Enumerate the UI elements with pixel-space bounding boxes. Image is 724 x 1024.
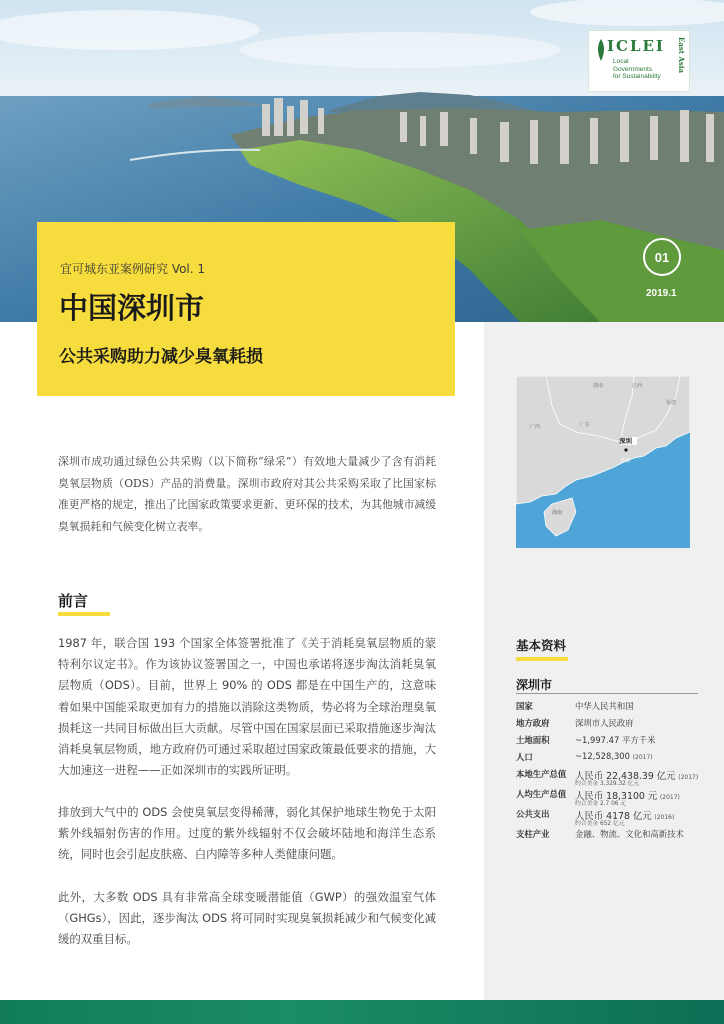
fact-row: [516, 768, 706, 788]
issue-date: 2019.1: [646, 288, 677, 299]
intro-paragraph-1: 1987 年，联合国 193 个国家全体签署批准了《关于消耗臭氧层物质的蒙特利尔议定书》。作为该协议签署国之一，中国也承诺将逐步淘汰消耗臭氧层物质（ODS）。目前，世界上 90% 的 ODS 都是在中国生产的，这意味着如果中国能采取更加有力的措施以消除这类物质，势必将为全球治理臭氧损耗这一共同目标做出巨大贡献。尽管中国在国家层面已采取措施逐步淘汰消耗臭氧层物质，地方政府仍可通过采取超过国家政策最低要求的措施，大大加速这一进程——正如深圳市的实践所证明。: [58, 636, 436, 778]
fact-row: [516, 751, 706, 767]
intro-heading: 前言: [58, 592, 89, 610]
fact-note: 约合美金 3,329.32 亿元: [575, 781, 640, 787]
fact-value: 深圳市人民政府: [575, 718, 634, 728]
label-hainan: 海南: [552, 510, 563, 516]
intro-paragraph-2: 排放到大气中的 ODS 会使臭氧层变得稀薄，弱化其保护地球生物免于太阳紫外线辐射伤害的作用。过度的紫外线辐射不仅会破坏陆地和海洋生态系统，同时也会引起皮肤癌、白内障等多种人类健康问题。: [58, 805, 436, 862]
logo-region: East Asia: [677, 37, 686, 74]
series-label: 宜可城东亚案例研究 Vol. 1: [60, 262, 206, 276]
intro-paragraph-3: 此外，大多数 ODS 具有非常高全球变暖潜能值（GWP）的强效温室气体（GHGs），因此，逐步淘汰 ODS 将可同时实现臭氧损耗减少和气候变化减缓的双重目标。: [58, 890, 436, 947]
shenzhen-dot: [624, 448, 627, 451]
fact-value: ~12,528,300: [575, 751, 630, 761]
facts-city: 深圳市: [516, 678, 553, 692]
label-guangxi: 广西: [530, 424, 541, 430]
fact-row: [516, 788, 706, 808]
label-fujian: 福建: [666, 400, 677, 406]
fact-row: [516, 734, 706, 750]
fact-label: 人均生产总值: [516, 789, 567, 799]
leaf-icon: [597, 39, 605, 61]
label-hunan: 湖南: [593, 383, 604, 389]
label-shenzhen: 深圳: [619, 437, 632, 445]
fact-row: [516, 828, 706, 844]
title-box: [37, 222, 455, 396]
fact-value: 人民币 18,3100 元: [575, 791, 658, 802]
fact-label: 国家: [516, 701, 533, 711]
footer-band: [0, 1000, 724, 1024]
location-map: [516, 376, 690, 548]
fact-label: 公共支出: [516, 809, 550, 819]
page-subtitle: 公共采购助力减少臭氧耗损: [59, 347, 263, 367]
fact-label: 地方政府: [516, 718, 550, 728]
fact-label: 人口: [516, 752, 533, 762]
fact-row: [516, 700, 706, 716]
fact-label: 支柱产业: [516, 829, 550, 839]
fact-value: 人民币 22,438.39 亿元: [575, 771, 676, 782]
fact-label: 本地生产总值: [516, 769, 567, 779]
fact-note: 约合美金 652 亿元: [575, 821, 625, 827]
fact-value: 金融、物流、文化和高新技术: [575, 829, 684, 839]
fact-value: 人民币 4178 亿元: [575, 811, 652, 822]
fact-row: [516, 808, 706, 828]
fact-year: (2017): [632, 754, 653, 761]
logo-subtitle: Local Governments for Sustainability: [613, 58, 661, 80]
label-jiangxi: 江西: [632, 383, 643, 389]
fact-year: (2016): [654, 814, 675, 821]
fact-value: ~1,997.47 平方千米: [575, 735, 656, 745]
facts-heading: 基本资料: [516, 638, 567, 653]
facts-divider: [516, 693, 698, 694]
fact-note: 约合美金 2.7 06 元: [575, 801, 627, 807]
fact-row: [516, 717, 706, 733]
fact-label: 土地面积: [516, 735, 550, 745]
iclei-logo: [588, 30, 690, 92]
page-title: 中国深圳市: [59, 291, 205, 325]
facts-heading-underline: [516, 657, 568, 661]
issue-number-badge: 01: [643, 238, 681, 276]
label-guangdong: 广东: [580, 422, 591, 428]
fact-year: (2017): [659, 794, 680, 801]
fact-value: 中华人民共和国: [575, 701, 634, 711]
intro-heading-underline: [58, 612, 110, 616]
logo-brand: ICLEI: [607, 37, 665, 55]
summary-paragraph: 深圳市成功通过绿色公共采购（以下简称“绿采”）有效地大量减少了含有消耗臭氧层物质（ODS）产品的消费量。深圳市政府对其公共采购采取了比国家标准更严格的规定，推出了比国家政策要求更新、更环保的技术，为其他城市减缓臭氧损耗和气候变化树立表率。: [58, 455, 436, 533]
label-hongkong: 香港: [620, 458, 631, 464]
fact-year: (2017): [678, 774, 699, 781]
